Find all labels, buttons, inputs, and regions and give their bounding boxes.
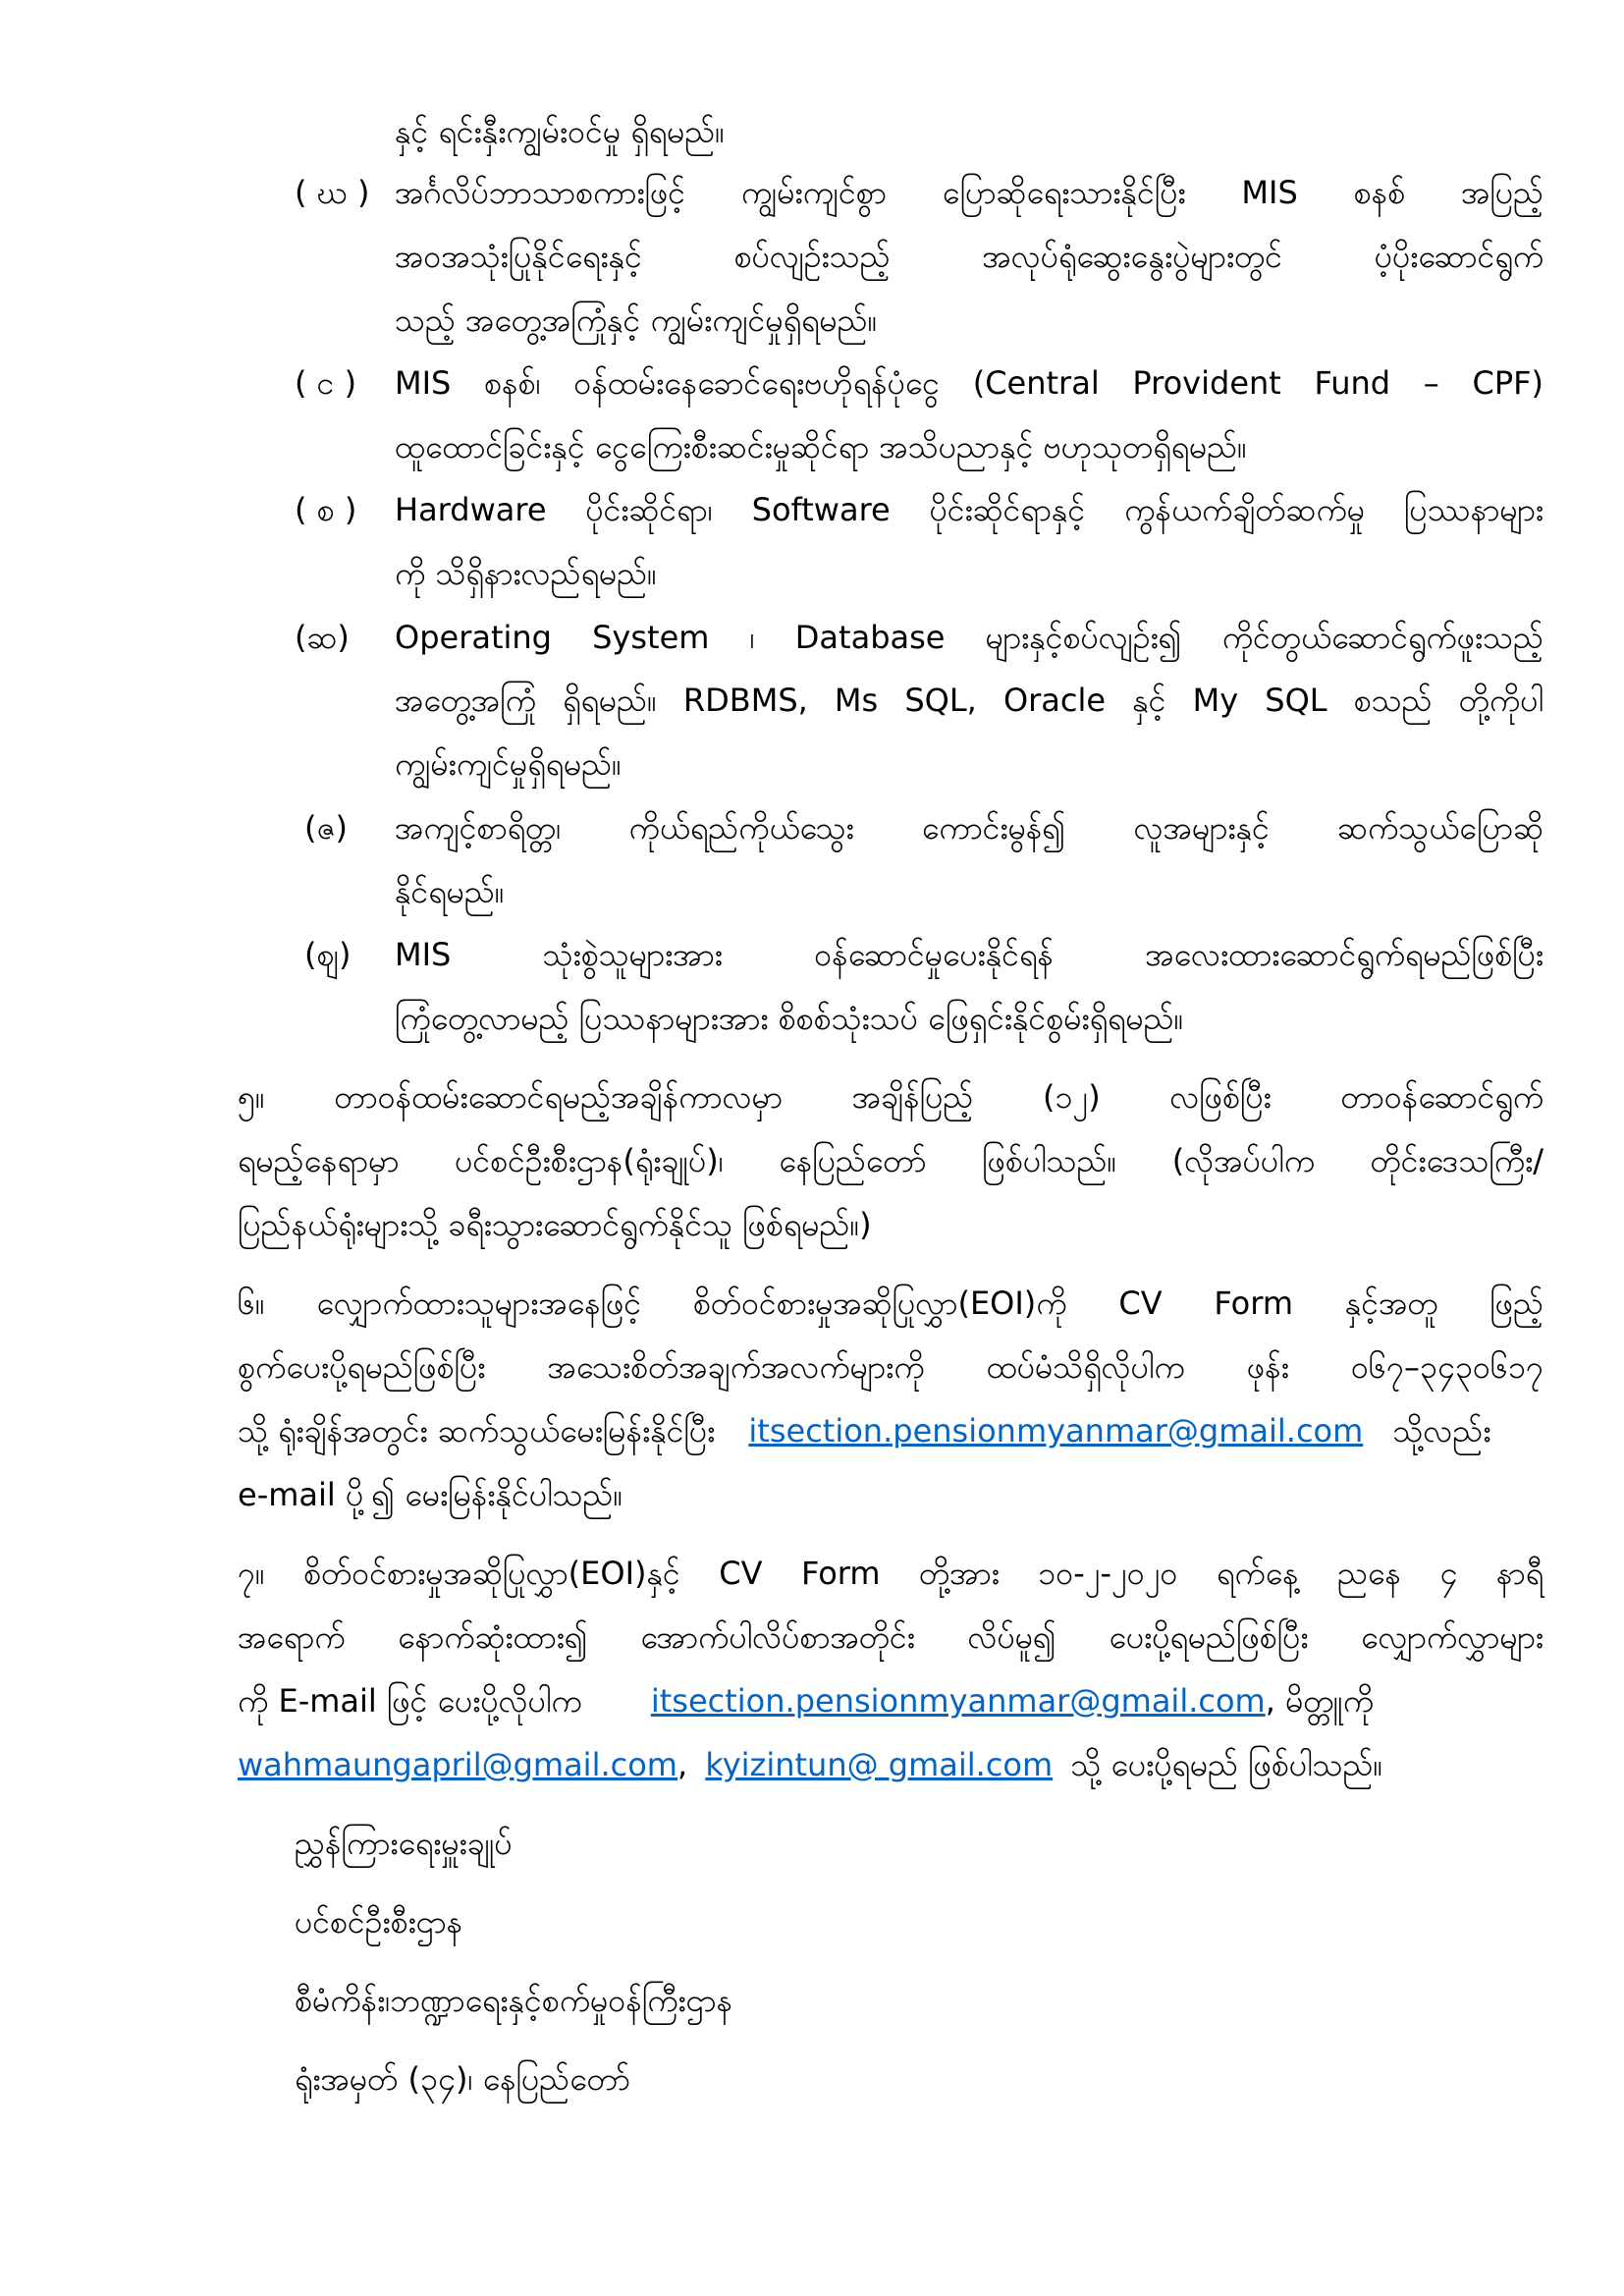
item-line: အင်္ဂလိပ်ဘာသာစကားဖြင့် ကျွမ်းကျင်စွာ ပြောဆိုရေးသားနိုင်ပြီး MIS စနစ် အပြည့် bbox=[395, 174, 1543, 211]
item-line: ထူထောင်ခြင်းနှင့် ငွေကြေးစီးဆင်းမှုဆိုင်ရာ အသိပညာနှင့် ဗဟုသုတရှိရမည်။ bbox=[395, 428, 1247, 465]
para6-text: သို့လည်း bbox=[1392, 1412, 1491, 1449]
para7-line: ၇။ စိတ်ဝင်စားမှုအဆိုပြုလွှာ(EOI)နှင့် CV Form တို့အား ၁၀-၂-၂၀၂၀ ရက်နေ့ ညနေ ၄ နာရီ bbox=[238, 1555, 1543, 1592]
para7-text: သို့ ပေးပို့ရမည် ဖြစ်ပါသည်။ bbox=[1070, 1746, 1383, 1783]
item-label: ( ဃ ) bbox=[295, 174, 370, 211]
signature-ministry: စီမံကိန်း၊ဘဏ္ဍာရေးနှင့်စက်မှုဝန်ကြီးဌာန bbox=[295, 1982, 733, 2019]
para5-line: ပြည်နယ်ရုံးများသို့ ခရီးသွားဆောင်ရွက်နိုင်သူ ဖြစ်ရမည်။) bbox=[238, 1206, 872, 1243]
signature-title: ညွှန်ကြားရေးမှူးချုပ် bbox=[295, 1825, 513, 1862]
signature-address: ရုံးအမှတ် (၃၄)၊ နေပြည်တော် bbox=[295, 2060, 630, 2098]
para5-line: ၅။ တာဝန်ထမ်းဆောင်ရမည့်အချိန်ကာလမှာ အချိန်ပြည့် (၁၂) လဖြစ်ပြီး တာဝန်ဆောင်ရွက် bbox=[238, 1078, 1543, 1116]
item-line: သည့် အတွေ့အကြုံနှင့် ကျွမ်းကျင်မှုရှိရမည်။ bbox=[395, 301, 878, 339]
email-link[interactable]: wahmaungapril@gmail.com bbox=[238, 1746, 677, 1783]
item-line: အကျင့်စာရိတ္တ၊ ကိုယ်ရည်ကိုယ်သွေး ကောင်းမွန်၍ လူအများနှင့် ဆက်သွယ်ပြောဆို bbox=[395, 809, 1543, 847]
item-label: (ဈ) bbox=[304, 936, 352, 973]
item-line: အဝအသုံးပြုနိုင်ရေးနှင့် စပ်လျဉ်းသည့် အလုပ်ရုံဆွေးနွေးပွဲများတွင် ပံ့ပိုးဆောင်ရွက် bbox=[395, 238, 1543, 275]
item-line: နိုင်ရမည်။ bbox=[395, 873, 505, 910]
item-label: ( င ) bbox=[295, 364, 357, 402]
continuation-line: နှင့် ရင်းနှီးကျွမ်းဝင်မှု ရှိရမည်။ bbox=[395, 113, 725, 150]
email-link[interactable]: itsection.pensionmyanmar@gmail.com bbox=[650, 1682, 1266, 1720]
para7-text: , မိတ္တူကို bbox=[1265, 1682, 1375, 1720]
para7-line bbox=[238, 1679, 1374, 1722]
para6-text: သို့ ရုံးချိန်အတွင်း ဆက်သွယ်မေးမြန်းနိုင်ပြီး bbox=[238, 1412, 716, 1449]
para7-line: အရောက် နောက်ဆုံးထား၍ အောက်ပါလိပ်စာအတိုင်း လိပ်မူ၍ ပေးပို့ရမည်ဖြစ်ပြီး လျှောက်လွှာများ bbox=[238, 1618, 1543, 1656]
para7-text: ကို E-mail ဖြင့် ပေးပို့လိုပါက bbox=[238, 1682, 582, 1720]
para7-line bbox=[238, 1743, 1382, 1786]
para6-line: စွက်ပေးပို့ရမည်ဖြစ်ပြီး အသေးစိတ်အချက်အလက်များကို ထပ်မံသိရှိလိုပါက ဖုန်း ၀၆၇–၃၄၃၀၆၁၇ bbox=[238, 1348, 1543, 1386]
para6-line bbox=[238, 1409, 1490, 1452]
item-line: Hardware ပိုင်းဆိုင်ရာ၊ Software ပိုင်းဆိုင်ရာနှင့် ကွန်ယက်ချိတ်ဆက်မှု ပြဿနာများ bbox=[395, 491, 1543, 528]
item-label: (ဆ) bbox=[295, 619, 350, 656]
signature-department: ပင်စင်ဦးစီးဌာန bbox=[295, 1903, 463, 1941]
item-line: MIS သုံးစွဲသူများအား ဝန်ဆောင်မှုပေးနိုင်ရန် အလေးထားဆောင်ရွက်ရမည်ဖြစ်ပြီး bbox=[395, 936, 1543, 973]
para6-line: ၆။ လျှောက်ထားသူများအနေဖြင့် စိတ်ဝင်စားမှုအဆိုပြုလွှာ(EOI)ကို CV Form နှင့်အတူ ဖြည့် bbox=[238, 1285, 1543, 1322]
para5-line: ရမည့်နေရာမှာ ပင်စင်ဦးစီးဌာန(ရုံးချုပ်)၊ နေပြည်တော် ဖြစ်ပါသည်။ (လိုအပ်ပါက တိုင်းဒေသကြီး/ bbox=[238, 1142, 1543, 1179]
item-label: (ဇ) bbox=[304, 809, 348, 847]
item-label: ( စ ) bbox=[295, 491, 357, 528]
item-line: ကျွမ်းကျင်မှုရှိရမည်။ bbox=[395, 745, 622, 783]
para6-line: e-mail ပို့၍ မေးမြန်းနိုင်ပါသည်။ bbox=[238, 1476, 623, 1513]
item-line: Operating System ၊ Database များနှင့်စပ်လျဉ်း၍ ကိုင်တွယ်ဆောင်ရွက်ဖူးသည့် bbox=[395, 619, 1543, 656]
separator: , bbox=[677, 1746, 688, 1783]
email-link[interactable]: kyizintun@ gmail.com bbox=[705, 1746, 1054, 1783]
item-line: ကို သိရှိနားလည်ရမည်။ bbox=[395, 555, 657, 592]
item-line: MIS စနစ်၊ ဝန်ထမ်းနေခောင်ရေးဗဟိုရန်ပုံငွေ (Central Provident Fund – CPF) bbox=[395, 364, 1543, 402]
email-link[interactable]: itsection.pensionmyanmar@gmail.com bbox=[748, 1412, 1364, 1449]
item-line: အတွေ့အကြုံ ရှိရမည်။ RDBMS, Ms SQL, Oracle နှင့် My SQL စသည် တို့ကိုပါ bbox=[395, 682, 1543, 719]
item-line: ကြုံတွေ့လာမည့် ပြဿနာများအား စိစစ်သုံးသပ် ဖြေရှင်းနိုင်စွမ်းရှိရမည်။ bbox=[395, 1000, 1184, 1037]
